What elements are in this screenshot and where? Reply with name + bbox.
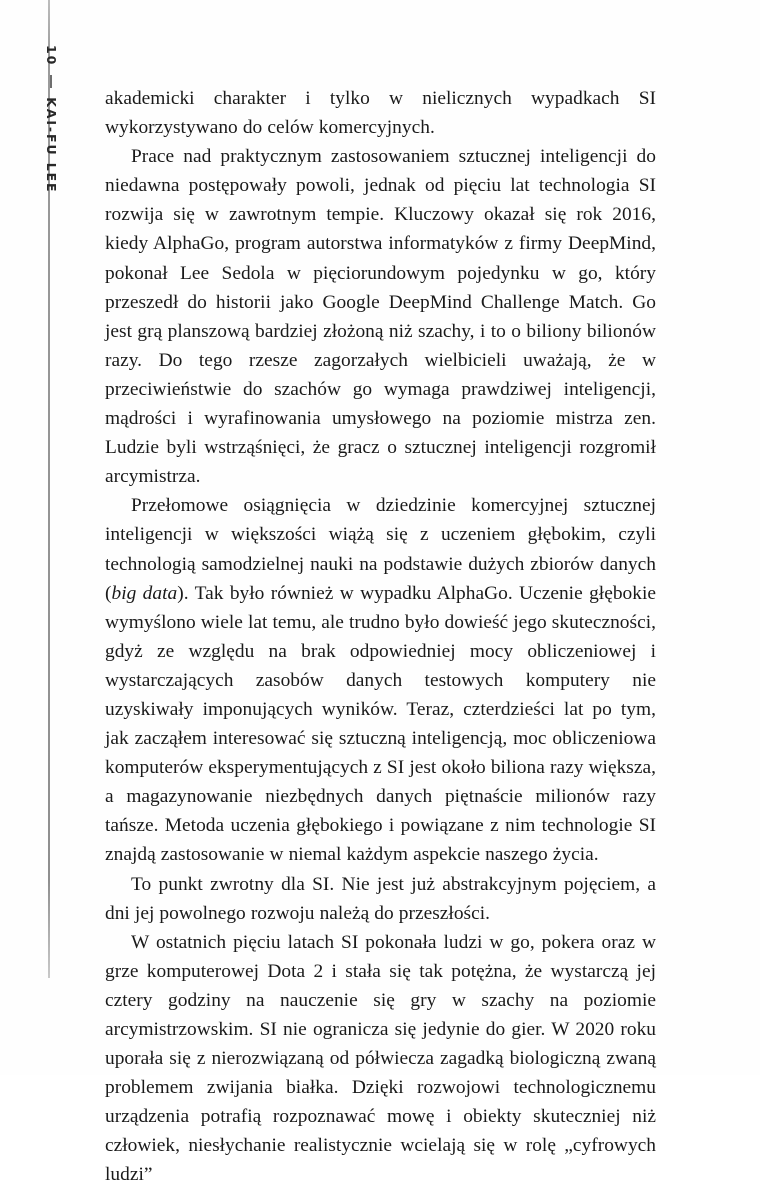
em-dash-separator (50, 75, 52, 88)
page-number: 10 (44, 45, 60, 67)
paragraph-4: To punkt zwrotny dla SI. Nie jest już abstrakcyjnym pojęciem, a dni jej powolnego rozwoju należą do przeszłości. (105, 873, 656, 924)
paragraph-3 (105, 491, 656, 869)
running-head (41, 45, 63, 305)
paragraph-2: Prace nad praktycznym zastosowaniem sztucznej inteligencji do niedawna postępowały powoli, jednak od pięciu lat technologia SI rozwija się w zawrotnym tempie. Kluczowy okazał się rok 2016, kiedy AlphaGo, program autorstwa informatyków z firmy DeepMind, pokonał Lee Sedola w pięciorundowym pojedynku w go, który przeszedł do historii jako Google DeepMind Challenge Match. Go jest grą planszową bardziej złożoną niż szachy, i to o biliony bilionów razy. Do tego rzesze zagorzałych wielbicieli uważają, że w przeciwieństwie do szachów go wymaga prawdziwej inteligencji, mądrości i wyrafinowania umysłowego na poziomie mistrza zen. Ludzie byli wstrząśnięci, że gracz o sztucznej inteligencji rozgromił arcymistrza. (105, 146, 656, 488)
running-head-author: KAI-FU LEE (44, 97, 60, 194)
paragraph-3-lead: Przełomowe osiągnięcia w dziedzinie komercyjnej sztucznej inteligencji w większości wiążą się z uczeniem głębokim, czyli technologią samodzielnej nauki na podstawie dużych zbiorów danych ( (105, 495, 656, 604)
paragraph-5: W ostatnich pięciu latach SI pokonała ludzi w go, pokera oraz w grze komputerowej Dota 2 i stała się tak potężna, że wystarczą jej cztery godziny na nauczenie się gry w szachy na poziomie arcymistrzowskim. SI nie ogranicza się jedynie do gier. W 2020 roku uporała się z nierozwiązaną od półwiecza zagadką biologiczną zwaną problemem zwijania białka. Dzięki rozwojowi technologicznemu urządzenia potrafią rozpoznawać mowę i obiekty skuteczniej niż człowiek, niesłychanie realistycznie wcielają się w rolę „cyfrowych ludzi” (105, 931, 656, 1186)
paragraph-3-tail: ). Tak było również w wypadku AlphaGo. Uczenie głębokie wymyślono wiele lat temu, ale trudno było dowieść jego skuteczności, gdyż ze względu na brak odpowiedniej mocy obliczeniowej i wystarczających zasobów danych testowych komputery nie uzyskiwały imponujących wyników. Teraz, czterdzieści lat po tym, jak zacząłem interesować się sztuczną inteligencją, moc obliczeniowa komputerów eksperymentujących z SI jest około biliona razy większa, a magazynowanie niezbędnych danych piętnaście milionów razy tańsze. Metoda uczenia głębokiego i powiązane z nim technologie SI znajdą zastosowanie w niemal każdym aspekcie naszego życia. (105, 582, 656, 866)
italic-term-big-data: big data (111, 582, 178, 604)
body-text-column (105, 84, 656, 1190)
paragraph-1: akademicki charakter i tylko w nielicznych wypadkach SI wykorzystywano do celów komercyjnych. (105, 88, 656, 139)
